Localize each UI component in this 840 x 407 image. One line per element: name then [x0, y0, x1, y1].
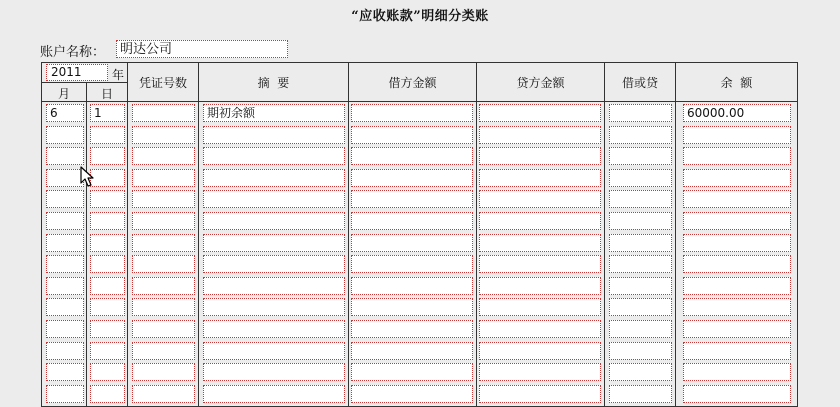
cell-month[interactable] [46, 126, 84, 144]
cell-voucher[interactable] [132, 385, 195, 403]
cell-day[interactable] [90, 234, 125, 252]
cell-balance[interactable] [683, 234, 791, 252]
cell-summary[interactable] [203, 385, 345, 403]
cell-credit[interactable] [479, 169, 601, 187]
cell-dc[interactable] [609, 277, 672, 295]
cell-month[interactable] [46, 320, 84, 338]
cell-dc[interactable] [609, 104, 672, 122]
col-divider [86, 82, 87, 407]
cell-day[interactable] [90, 385, 125, 403]
col-divider [675, 62, 676, 407]
cell-dc[interactable] [609, 190, 672, 208]
cell-day[interactable] [90, 277, 125, 295]
cell-voucher[interactable] [132, 277, 195, 295]
cell-credit[interactable] [479, 255, 601, 273]
year-field[interactable]: 2011 [46, 64, 108, 81]
cell-credit[interactable] [479, 342, 601, 360]
cell-dc[interactable] [609, 126, 672, 144]
cell-voucher[interactable] [132, 212, 195, 230]
cell-day[interactable] [90, 147, 125, 165]
cell-balance[interactable]: 60000.00 [683, 104, 791, 122]
cell-balance[interactable] [683, 277, 791, 295]
credit-header: 贷方金额 [516, 76, 565, 90]
cell-voucher[interactable] [132, 234, 195, 252]
cell-summary[interactable] [203, 277, 345, 295]
cell-dc[interactable] [609, 320, 672, 338]
cell-dc[interactable] [609, 255, 672, 273]
cell-month[interactable] [46, 212, 84, 230]
cell-day[interactable]: 1 [90, 104, 125, 122]
cell-day[interactable] [90, 363, 125, 381]
cell-month[interactable] [46, 147, 84, 165]
cell-month[interactable] [46, 255, 84, 273]
year-suffix-label: 年 [111, 68, 124, 82]
cell-summary[interactable] [203, 126, 345, 144]
balance-header: 余 额 [720, 76, 753, 90]
cell-day[interactable] [90, 255, 125, 273]
day-header: 日 [100, 87, 113, 101]
cell-balance[interactable] [683, 385, 791, 403]
cell-month[interactable] [46, 385, 84, 403]
cell-debit[interactable] [351, 277, 473, 295]
col-divider [604, 62, 605, 407]
cell-dc[interactable] [609, 363, 672, 381]
cell-credit[interactable] [479, 385, 601, 403]
cell-voucher[interactable] [132, 126, 195, 144]
cell-summary[interactable] [203, 298, 345, 316]
cell-credit[interactable] [479, 298, 601, 316]
cell-credit[interactable] [479, 234, 601, 252]
cell-balance[interactable] [683, 255, 791, 273]
cell-month[interactable] [46, 363, 84, 381]
cell-balance[interactable] [683, 169, 791, 187]
debit-header: 借方金额 [388, 76, 437, 90]
cell-summary[interactable] [203, 255, 345, 273]
col-divider [198, 62, 199, 407]
cell-month[interactable] [46, 277, 84, 295]
cell-credit[interactable] [479, 212, 601, 230]
cell-dc[interactable] [609, 234, 672, 252]
cell-voucher[interactable] [132, 255, 195, 273]
cell-debit[interactable] [351, 147, 473, 165]
cell-month[interactable] [46, 190, 84, 208]
cell-balance[interactable] [683, 190, 791, 208]
cell-summary[interactable]: 期初余额 [203, 104, 345, 122]
cell-balance[interactable] [683, 342, 791, 360]
cell-summary[interactable] [203, 342, 345, 360]
header-divider [41, 101, 798, 102]
cell-debit[interactable] [351, 363, 473, 381]
cell-month[interactable]: 6 [46, 104, 84, 122]
cell-debit[interactable] [351, 212, 473, 230]
cell-debit[interactable] [351, 385, 473, 403]
account-name-label: 账户名称： [40, 45, 106, 60]
cell-credit[interactable] [479, 190, 601, 208]
cell-day[interactable] [90, 298, 125, 316]
col-divider [476, 62, 477, 407]
cell-dc[interactable] [609, 385, 672, 403]
cell-voucher[interactable] [132, 190, 195, 208]
cell-dc[interactable] [609, 342, 672, 360]
cell-credit[interactable] [479, 104, 601, 122]
account-name-field[interactable]: 明达公司 [116, 40, 288, 58]
cell-day[interactable] [90, 212, 125, 230]
cell-summary[interactable] [203, 320, 345, 338]
cell-debit[interactable] [351, 234, 473, 252]
cell-voucher[interactable] [132, 104, 195, 122]
cell-dc[interactable] [609, 298, 672, 316]
cell-voucher[interactable] [132, 342, 195, 360]
cell-debit[interactable] [351, 169, 473, 187]
cell-voucher[interactable] [132, 363, 195, 381]
cell-day[interactable] [90, 190, 125, 208]
cell-debit[interactable] [351, 320, 473, 338]
cell-credit[interactable] [479, 126, 601, 144]
cell-credit[interactable] [479, 147, 601, 165]
cell-summary[interactable] [203, 212, 345, 230]
voucher-header: 凭证号数 [138, 76, 187, 90]
ledger-title: “应收账款”明细分类账 [351, 9, 489, 24]
cell-debit[interactable] [351, 126, 473, 144]
cell-summary[interactable] [203, 363, 345, 381]
cell-summary[interactable] [203, 234, 345, 252]
cell-month[interactable] [46, 234, 84, 252]
col-divider [127, 62, 128, 407]
debit-credit-header: 借或贷 [621, 76, 658, 90]
cell-month[interactable] [46, 342, 84, 360]
cell-day[interactable] [90, 342, 125, 360]
cell-debit[interactable] [351, 104, 473, 122]
summary-header: 摘 要 [257, 76, 290, 90]
cell-voucher[interactable] [132, 320, 195, 338]
col-divider [348, 62, 349, 407]
cell-month[interactable] [46, 169, 84, 187]
cell-summary[interactable] [203, 169, 345, 187]
cell-balance[interactable] [683, 212, 791, 230]
cell-debit[interactable] [351, 255, 473, 273]
cell-balance[interactable] [683, 126, 791, 144]
cell-summary[interactable] [203, 190, 345, 208]
cell-month[interactable] [46, 298, 84, 316]
cell-day[interactable] [90, 126, 125, 144]
cell-voucher[interactable] [132, 147, 195, 165]
cell-voucher[interactable] [132, 169, 195, 187]
month-header: 月 [57, 87, 70, 101]
cell-dc[interactable] [609, 212, 672, 230]
cell-dc[interactable] [609, 169, 672, 187]
cell-day[interactable] [90, 320, 125, 338]
cell-debit[interactable] [351, 342, 473, 360]
cell-credit[interactable] [479, 363, 601, 381]
cell-balance[interactable] [683, 147, 791, 165]
cell-balance[interactable] [683, 298, 791, 316]
cell-balance[interactable] [683, 363, 791, 381]
cell-credit[interactable] [479, 320, 601, 338]
mouse-cursor-icon [80, 166, 96, 188]
cell-voucher[interactable] [132, 298, 195, 316]
cell-credit[interactable] [479, 277, 601, 295]
cell-dc[interactable] [609, 147, 672, 165]
cell-summary[interactable] [203, 147, 345, 165]
cell-balance[interactable] [683, 320, 791, 338]
cell-debit[interactable] [351, 298, 473, 316]
cell-debit[interactable] [351, 190, 473, 208]
